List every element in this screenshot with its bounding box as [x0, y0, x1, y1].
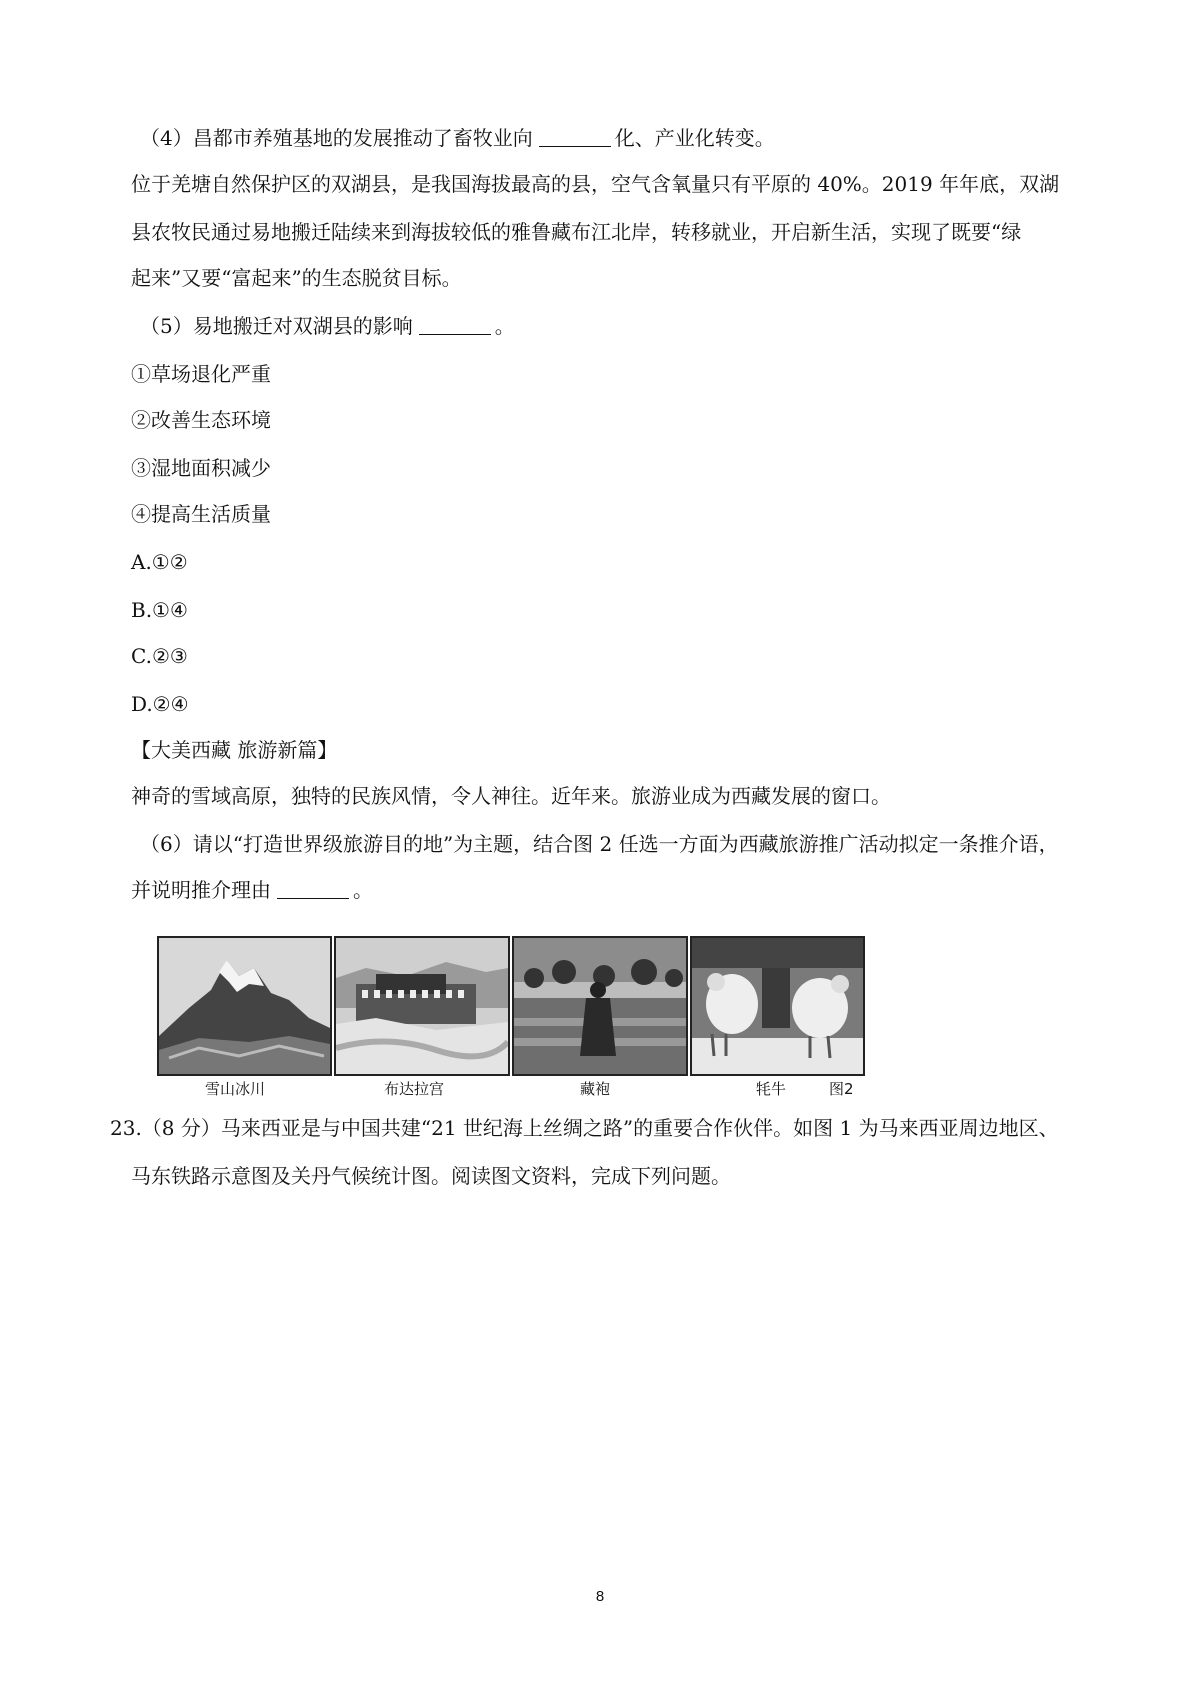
option-b[interactable]: B.①④	[131, 598, 188, 622]
figure-label: 图2	[829, 1080, 854, 1098]
page-number: 8	[595, 1588, 605, 1605]
passage-line: 县农牧民通过易地搬迁陆续来到海拔较低的雅鲁藏布江北岸，转移就业，开启新生活，实现了既要“绿	[131, 220, 1022, 244]
passage-line: 起来”又要“富起来”的生态脱贫目标。	[131, 266, 462, 290]
question-5-suffix: 。	[494, 314, 515, 338]
statement-4: ④提高生活质量	[131, 502, 271, 526]
statement-1: ①草场退化严重	[131, 362, 271, 386]
question-6-line-2	[131, 876, 373, 904]
question-4-suffix: 化、产业化转变。	[614, 126, 775, 150]
figure-2-photo-strip	[157, 936, 947, 1078]
option-d[interactable]: D.②④	[131, 692, 189, 716]
snow-mountain-photo	[157, 936, 332, 1076]
question-6-line-1: （6）请以“打造世界级旅游目的地”为主题，结合图 2 任选一方面为西藏旅游推广活动拟定一条推介语，	[140, 832, 1059, 856]
section-heading: 【大美西藏 旅游新篇】	[131, 738, 338, 762]
yak-photo	[690, 936, 865, 1076]
question-6-suffix: 。	[353, 878, 373, 902]
statement-3: ③湿地面积减少	[131, 456, 271, 480]
passage-line: 位于羌塘自然保护区的双湖县，是我国海拔最高的县，空气含氧量只有平原的 40%。2019 年年底，双湖	[131, 172, 1060, 196]
potala-palace-photo	[334, 936, 510, 1076]
answer-blank[interactable]	[277, 878, 349, 899]
caption-yak: 牦牛	[756, 1080, 787, 1098]
passage-line: 神奇的雪域高原，独特的民族风情，令人神往。近年来。旅游业成为西藏发展的窗口。	[131, 784, 891, 808]
answer-blank[interactable]	[419, 314, 491, 335]
question-4	[140, 124, 775, 152]
caption-potala-palace: 布达拉宫	[384, 1080, 445, 1098]
question-5	[140, 312, 515, 340]
tibetan-robe-photo	[512, 936, 688, 1076]
option-c[interactable]: C.②③	[131, 644, 188, 668]
question-4-prefix: （4）昌都市养殖基地的发展推动了畜牧业向	[140, 126, 533, 150]
answer-blank[interactable]	[539, 126, 611, 147]
question-5-prefix: （5）易地搬迁对双湖县的影响	[140, 314, 413, 338]
statement-2: ②改善生态环境	[131, 408, 271, 432]
caption-snow-mountain: 雪山冰川	[205, 1080, 266, 1098]
question-23-line-2: 马东铁路示意图及关丹气候统计图。阅读图文资料，完成下列问题。	[131, 1164, 731, 1188]
option-a[interactable]: A.①②	[131, 550, 188, 574]
question-6-prefix: 并说明推介理由	[131, 878, 271, 902]
question-23-line-1: 23.（8 分）马来西亚是与中国共建“21 世纪海上丝绸之路”的重要合作伙伴。如图 1 为马来西亚周边地区、	[110, 1116, 1059, 1140]
caption-tibetan-robe: 藏袍	[580, 1080, 611, 1098]
